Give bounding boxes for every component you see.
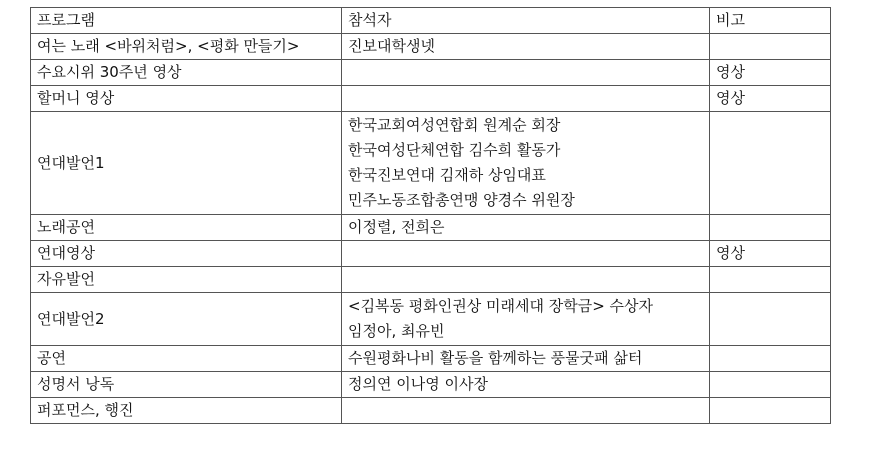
note-cell: 영상 xyxy=(710,60,831,86)
note-cell xyxy=(710,215,831,241)
attendees-cell xyxy=(342,346,710,372)
note-cell xyxy=(710,112,831,215)
table-row xyxy=(31,398,831,424)
attendee-line: 정의연 이나영 이사장 xyxy=(348,375,488,393)
note-cell: 영상 xyxy=(710,86,831,112)
attendee-line xyxy=(348,60,709,85)
table-row xyxy=(31,215,831,241)
attendees-cell xyxy=(342,112,710,215)
attendees-cell xyxy=(342,293,710,346)
program-cell: 여는 노래 <바위처럼>, <평화 만들기> xyxy=(31,34,342,60)
attendees-cell xyxy=(342,398,710,424)
attendee-line xyxy=(348,398,709,423)
attendee-line: 한국교회여성연합회 원계순 회장 xyxy=(348,116,561,134)
attendee-line xyxy=(348,86,709,111)
attendees-cell xyxy=(342,267,710,293)
attendee-line: 수원평화나비 활동을 함께하는 풍물굿패 삶터 xyxy=(348,349,643,367)
attendees-cell xyxy=(342,215,710,241)
attendees-cell xyxy=(342,241,710,267)
attendee-line: 진보대학생넷 xyxy=(348,37,435,55)
note-cell xyxy=(710,267,831,293)
program-table-container xyxy=(30,7,831,424)
attendee-line: <김복동 평화인권상 미래세대 장학금> 수상자 xyxy=(348,297,654,315)
table-row xyxy=(31,293,831,346)
note-cell xyxy=(710,293,831,346)
program-cell: 공연 xyxy=(31,346,342,372)
table-row xyxy=(31,267,831,293)
attendees-cell xyxy=(342,372,710,398)
table-row xyxy=(31,346,831,372)
table-row xyxy=(31,34,831,60)
header-note: 비고 xyxy=(710,8,831,34)
header-program: 프로그램 xyxy=(31,8,342,34)
note-cell xyxy=(710,34,831,60)
attendee-line: 민주노동조합총연맹 양경수 위원장 xyxy=(348,191,575,209)
table-row xyxy=(31,86,831,112)
note-cell: 영상 xyxy=(710,241,831,267)
attendee-line xyxy=(348,267,709,292)
attendees-cell xyxy=(342,60,710,86)
table-row xyxy=(31,112,831,215)
note-cell xyxy=(710,372,831,398)
attendee-line xyxy=(348,241,709,266)
header-attendees: 참석자 xyxy=(342,8,710,34)
program-cell: 노래공연 xyxy=(31,215,342,241)
attendee-line: 한국진보연대 김재하 상임대표 xyxy=(348,166,546,184)
attendee-line: 임정아, 최유빈 xyxy=(348,322,445,340)
table-row xyxy=(31,241,831,267)
program-cell: 연대발언1 xyxy=(31,112,342,215)
program-cell: 자유발언 xyxy=(31,267,342,293)
attendee-line: 이정렬, 전희은 xyxy=(348,218,445,236)
table-body xyxy=(31,34,831,424)
attendees-cell xyxy=(342,86,710,112)
note-cell xyxy=(710,346,831,372)
program-table xyxy=(30,7,831,424)
program-cell: 성명서 낭독 xyxy=(31,372,342,398)
program-cell: 할머니 영상 xyxy=(31,86,342,112)
program-cell: 수요시위 30주년 영상 xyxy=(31,60,342,86)
table-row xyxy=(31,372,831,398)
program-cell: 연대영상 xyxy=(31,241,342,267)
attendees-cell xyxy=(342,34,710,60)
table-row xyxy=(31,60,831,86)
attendee-line: 한국여성단체연합 김수희 활동가 xyxy=(348,141,561,159)
table-header-row xyxy=(31,8,831,34)
program-cell: 연대발언2 xyxy=(31,293,342,346)
note-cell xyxy=(710,398,831,424)
program-cell: 퍼포먼스, 행진 xyxy=(31,398,342,424)
